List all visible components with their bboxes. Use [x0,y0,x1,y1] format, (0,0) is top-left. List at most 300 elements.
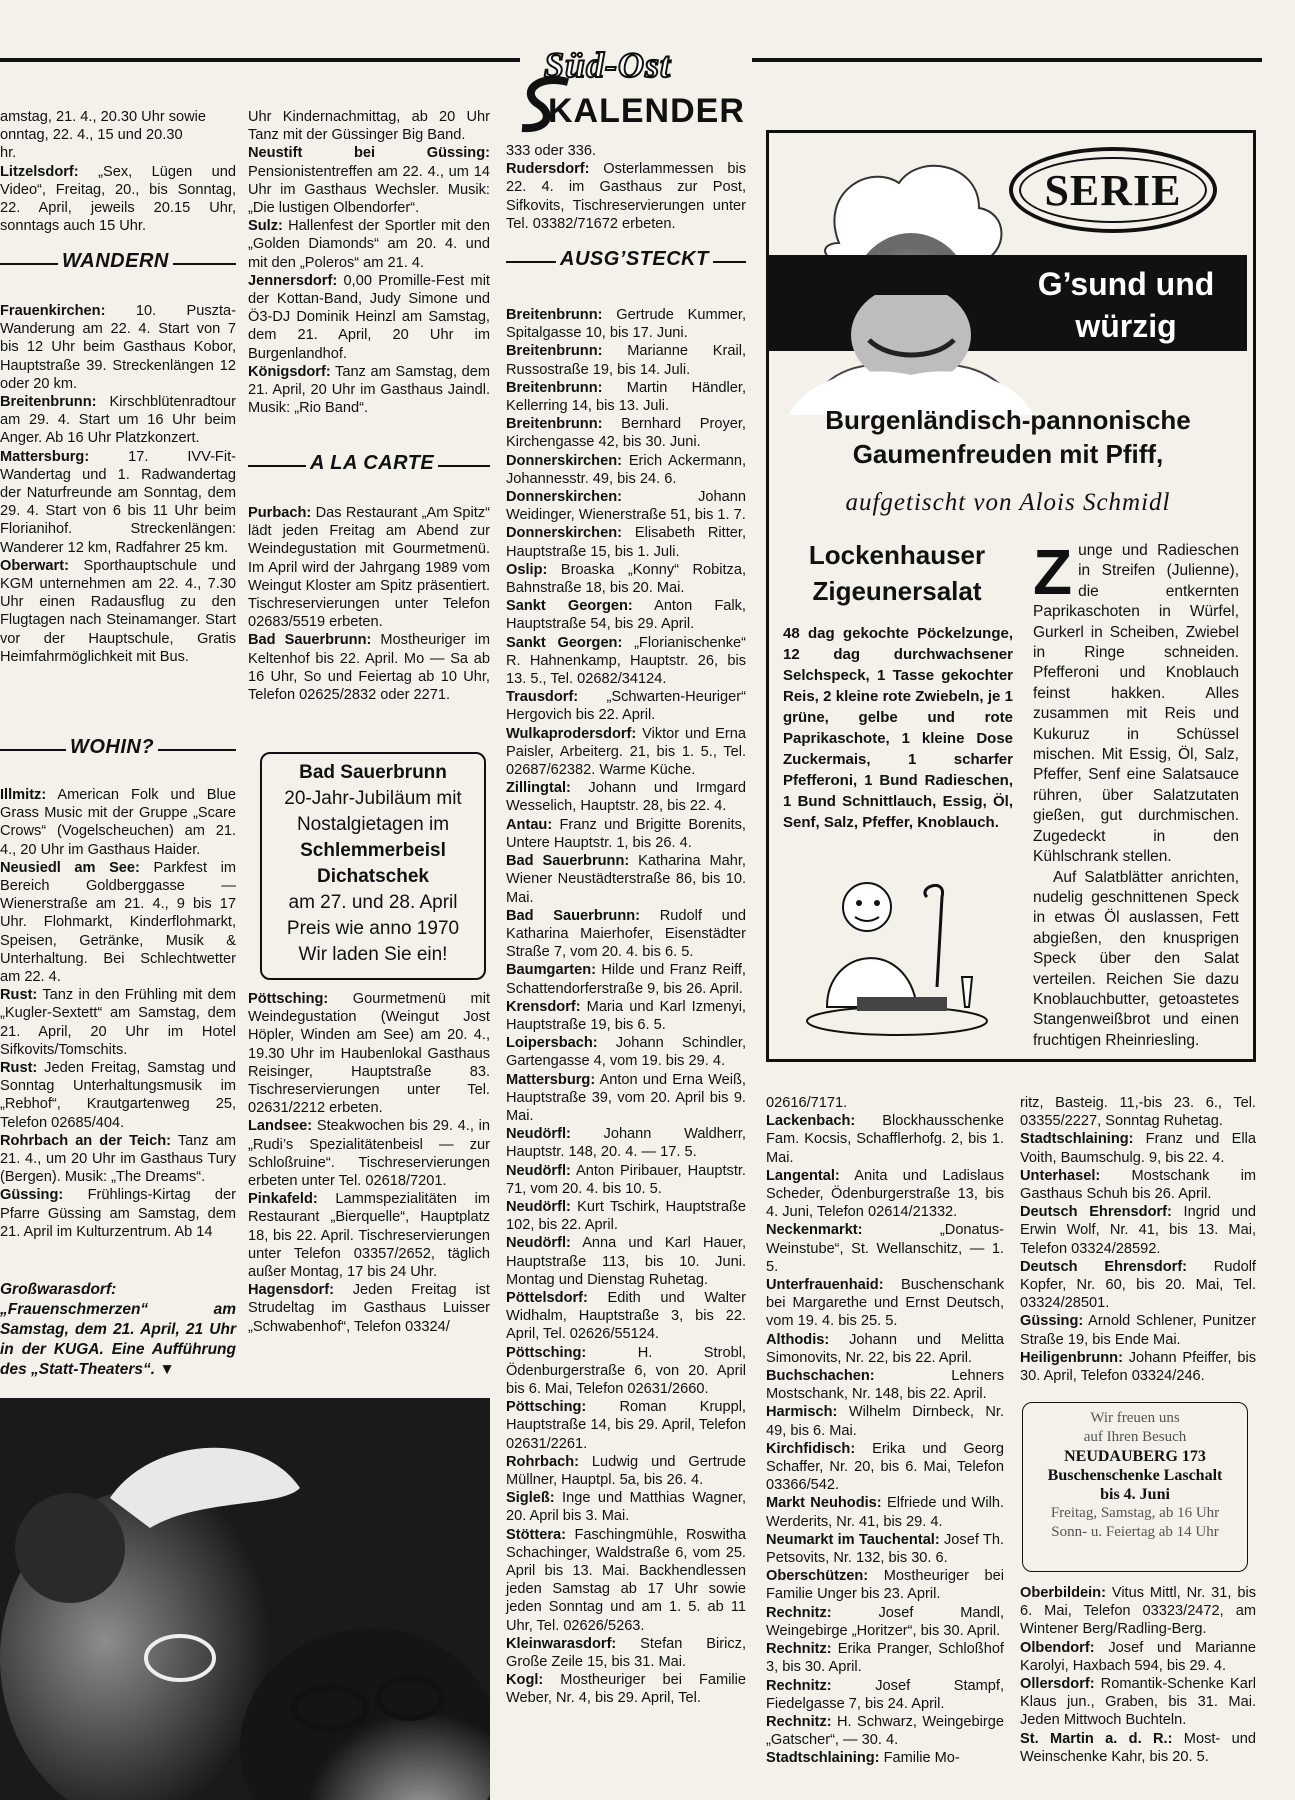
entry-text: Ingrid und Erwin Wolf, Nr. 41, bis 13. Mai, Telefon 03324/28592. [1020,1204,1256,1257]
entry-place: Purbach: [248,505,312,521]
entry-place: Deutsch Ehrensdorf: [1020,1258,1188,1275]
list-item [1020,1349,1256,1385]
entry-text: Lehners Mostschank, Nr. 148, bis 22. April. [766,1368,1004,1403]
column-5 [1020,1094,1256,1385]
list-item [1020,1730,1256,1766]
entry-text: Freitag, Samstag, ab 16 Uhr [1050,1505,1220,1521]
section-header-wandern [0,250,236,276]
event-photo [0,1398,490,1800]
entry-text: American Folk und Blue Grass Music mit der Gruppe „Scare Crows“ (Vogelscheuchen) am 21. 4., 20 Uhr im Gasthaus Haider. [0,787,236,858]
list-item [506,725,746,780]
section-title: WANDERN [58,250,173,273]
list-item [766,1494,1004,1530]
entry-place: Neudörfl: [506,1126,571,1143]
entry-text: Sporthauptschule und KGM unternehmen am 22. 4., 7.30 Uhr einen Radausflug zu den Flugtagen nach Steinamanger. Start vor der Hauptschule, Gratis Heimfahrmöglichkeit mit Bus. [0,557,236,665]
entry-text: Parkfest im Bereich Goldberggasse — Wienerstraße am 21. 4., 9 bis 17 Uhr. Flohmarkt, Kinderflohmarkt, Speisen, Getränke, Musik & Unterhaltung. Bei Schlechtwetter am 22. 4. [0,859,236,986]
entry-place: Harmisch: [766,1404,838,1421]
entry-place: Neudörfl: [506,1235,571,1252]
list-item [506,852,746,907]
entry-text: H. Strobl, Ödenburgerstraße 6, von 20. April bis 6. Mai, Telefon 02631/2660. [506,1344,746,1397]
entry-place: Pöttsching: [506,1344,587,1361]
list-item [0,859,236,986]
entry-text: Martin Händler, Kellerring 14, bis 13. Juli. [506,379,746,415]
entry-text: Viktor und Erna Paisler, Arbeiterg. 21, bis 1. 5., Tel. 02687/62382. Warme Küche. [506,725,746,779]
calendar-logo [518,44,754,136]
list-item [506,1071,746,1126]
entry-text: Bernhard Proyer, Kirchengasse 42, bis 30. Juni. [506,416,746,451]
entry-place: Breitenbrunn: [506,416,603,433]
list-item [506,1289,746,1344]
list-item [248,504,490,631]
entry-place: Neckenmarkt: [766,1222,863,1239]
entry-text: Vitus Mittl, Nr. 31, bis 6. Mai, Telefon 03323/2472, am Wintener Berg/Radling-Berg. [1020,1585,1256,1638]
entry-text: 0,00 Promille-Fest mit der Kottan-Band, Judy Simone und Ö3-DJ Dominik Heinzl am Samstag, dem 21. April, 20 Uhr im Burgenlandhof. [248,272,490,362]
entry-place: Wulkaprodersdorf: [506,725,637,742]
entry-place: Langental: [766,1167,840,1184]
entry-text: „Sex, Lügen und Video“, Freitag, 20., bis Sonntag, 22. April, jeweils 20.15 Uhr, sonntags auch 15 Uhr. [0,163,236,235]
entry-place: Hagensdorf: [248,1282,334,1299]
top-rule-left [0,58,520,62]
column-1-wohin [0,786,236,1241]
entry-text: Dichatschek [317,866,429,887]
list-item [0,302,236,393]
entry-text: Zigeunersalat [812,576,982,606]
column-4 [766,1094,1004,1768]
entry-text: Burgenländisch-pannonische [825,405,1191,435]
list-item [506,1671,746,1707]
column-5-bottom [1020,1584,1256,1766]
entry-place: Bad Sauerbrunn: [248,632,372,649]
highlight-teaser [0,1280,236,1380]
list-item [506,688,746,724]
entry-place: Althodis: [766,1331,830,1348]
list-item [1020,1584,1256,1639]
list-item [766,1403,1004,1439]
chef-cartoon-illustration [797,867,997,1043]
ad-bad-sauerbrunn [260,752,486,980]
entry-text: Anita und Ladislaus Scheder, Ödenburgerstraße 13, bis 4. Juni, Telefon 02614/21332. [766,1167,1004,1221]
section-title: A LA CARTE [306,452,438,475]
entry-place: Rechnitz: [766,1641,832,1658]
entry-place: Rohrbach: [506,1453,579,1470]
entry-place: Rudersdorf: [506,161,590,178]
entry-text: Anna und Karl Hauer, Hauptstraße 113, bis 10. Juni. Montag und Dienstag Ruhetag. [506,1235,746,1288]
list-item [1020,1312,1256,1348]
entry-place: Baumgarten: [506,962,597,979]
entry-place: Königsdorf: [248,363,331,380]
section-title: AUSG’STECKT [556,248,713,271]
section-header-a-la-carte [248,452,490,478]
col2-intro: Uhr Kindernachmittag, ab 20 Uhr Tanz mit der Güssinger Big Band. [248,109,490,144]
entry-text: Rudolf Kopfer, Nr. 60, bis 20. Mai, Tel. 03324/28501. [1020,1258,1256,1312]
list-item [248,1117,490,1190]
entry-place: Sigleß: [506,1490,555,1507]
entry-text: Schlemmerbeisl [300,840,446,861]
list-item [1020,1639,1256,1675]
entry-place: Mattersburg: [506,1071,596,1088]
list-item [0,1132,236,1187]
entry-place: Oberbildein: [1020,1585,1106,1601]
entry-place: Rust: [0,1060,38,1077]
list-item [1020,1675,1256,1730]
entry-text: Kurt Tschirk, Hauptstraße 102, bis 22. April. [506,1198,746,1234]
entry-place: Kogl: [506,1672,544,1689]
col5-intro: ritz, Basteig. 11,-bis 23. 6., Tel. 03355/2227, Sonntag Ruhetag. [1020,1095,1256,1130]
list-item [1020,1258,1256,1313]
entry-text: Roman Kruppl, Hauptstraße 14, bis 29. April, Telefon 02631/2261. [506,1399,746,1452]
entry-text: Gourmetmenü mit Weindegustation (Weingut Jost Höpler, Winden am See) am 20. 4., 19.30 Uhr im Haubenlokal Gasthaus Reisinger, Hauptstraße 83. Tischreservierungen unter Tel. 02631/2212 erbeten. [248,991,490,1117]
entry-place: Rust: [0,987,38,1004]
entry-text: Most- und Weinschenke Kahr, bis 20. 5. [1020,1730,1256,1765]
entry-text: Preis wie anno 1970 [286,918,460,939]
entry-text: am 27. und 28. April [288,892,458,913]
entry-text: Broaska „Konny“ Robitza, Bahnstraße 18, bis 20. Mai. [506,561,746,597]
list-item [766,1567,1004,1603]
entry-text: Franz und Ella Voith, Baumschulg. 9, bis 22. 4. [1020,1131,1256,1166]
list-item [506,379,746,415]
list-item [766,1367,1004,1403]
entry-text: bis 4. Juni [1100,1486,1170,1503]
entry-place: Lackenbach: [766,1113,856,1130]
entry-text: Kirschblütenradtour am 29. 4. Start um 16 Uhr beim Anger. Ab 16 Uhr Platzkonzert. [0,394,236,447]
entry-place: Kleinwarasdorf: [506,1635,617,1652]
entry-text: Erich Ackermann, Johannesstr. 49, bis 24. 6. [506,452,746,487]
entry-place: Rohrbach an der Teich: [0,1132,171,1149]
entry-text: Mostheuriger im Keltenhof bis 22. April. Mo — Sa ab 16 Uhr, So und Feiertag ab 10 Uhr, Telefon 02625/2832 oder 2271. [248,632,490,704]
entry-place: Oslip: [506,561,548,578]
entry-text: Johann Waldherr, Hauptstr. 148, 20. 4. — 17. 5. [506,1126,746,1161]
entry-text: Johann Schindler, Gartengasse 4, vom 19. bis 29. 4. [506,1035,746,1070]
list-item [506,634,746,689]
column-3-ausgsteckt [506,306,746,1708]
entry-text: Elfriede und Wilh. Werderits, Nr. 41, bis 29. 4. [766,1495,1004,1530]
recipe-ingredients: 48 dag gekochte Pöckelzunge, 12 dag durchwachsener Selchspeck, 1 Tasse gekochter Reis, 2 kleine rote Zwiebeln, je 1 grüne, gelbe und rote Paprikaschote, 1 kleine Dose Zuckermais, 1 scharfer Pfefferoni, 1 Bund Radieschen, 1 Bund Schnittlauch, Essig, Öl, Senf, Salz, Pfeffer, Knoblauch. [783,625,1013,831]
entry-place: Ollersdorf: [1020,1676,1095,1693]
list-item [506,488,746,524]
entry-place: Rechnitz: [766,1713,832,1730]
entry-place: Stadtschlaining: [766,1750,880,1767]
column-2-bottom [248,990,490,1336]
entry-place: Donnerskirchen: [506,452,622,469]
list-item [506,907,746,962]
entry-text: Johann Weidinger, Wienerstraße 51, bis 1. 7. [506,489,746,524]
entry-text: Steakwochen bis 29. 4., in „Rudi’s Spezialitätenbeisl — zur Schloßruine“. Tischreservierungen erbeten unter Tel. 02618/7201. [248,1118,490,1190]
entry-place: Litzelsdorf: [0,163,79,180]
entry-text: Faschingmühle, Roswitha Schachinger, Waldstraße 6, vom 25. April bis 13. Mai. Backhendlessen jeden Samstag ab 17 Uhr sowie jeden Sonntag und am 1. 5. ab 11 Uhr, Tel. 02626/5263. [506,1526,746,1634]
entry-place: St. Martin a. d. R.: [1020,1730,1173,1747]
logo-swoosh-icon [518,74,578,134]
entry-place: Bad Sauerbrunn: [506,853,630,870]
serie-headline [769,403,1247,471]
list-item [248,217,490,272]
entry-place: Sankt Georgen: [506,598,633,615]
entry-text: Josef Mandl, Weingebirge „Horitzer“, bis 30. April. [766,1604,1004,1639]
entry-text: Lammspezialitäten im Restaurant „Bierquelle“, Hauptplatz 18, bis 22. April. Tischreservierungen unter Telefon 03357/2652, täglich außer Montag, 17 bis 24 Uhr. [248,1191,490,1281]
entry-place: Pöttsching: [248,991,329,1007]
entry-place: Güssing: [1020,1313,1084,1330]
list-item [0,1186,236,1241]
entry-text: Frühlings-Kirtag der Pfarre Güssing am Samstag, dem 21. April im Kulturzentrum. Ab 14 [0,1187,236,1240]
entry-place: Pöttelsdorf: [506,1289,588,1306]
list-item [506,1635,746,1671]
entry-text: Gaumenfreuden mit Pfiff, [852,439,1164,469]
entry-place: Markt Neuhodis: [766,1495,882,1512]
entry-text: Tanz am 21. 4., um 20 Uhr im Gasthaus Tury (Bergen). Musik: „The Dreams“. [0,1132,237,1186]
entry-text: Lockenhauser [808,540,986,570]
entry-place: Breitenbrunn: [506,307,603,323]
list-item [506,415,746,451]
list-item [506,1453,746,1489]
entry-text: Pensionistentreffen am 22. 4., um 14 Uhr im Gasthaus Wechsler. Musik: „Die lustigen Olbendorfer“. [248,163,490,217]
section-header-wohin [0,736,236,762]
serie-feature-box [766,130,1256,1062]
entry-text: Hallenfest der Sportler mit den „Golden Diamonds“ am 20. 4. und mit den „Poleros“ am 21. 4. [248,218,490,271]
entry-text: Osterlammessen bis 22. 4. im Gasthaus zur Post, Sifkovits, Tischreservierungen unter Tel. 03382/71672 erbeten. [506,161,746,232]
list-item [766,1713,1004,1749]
entry-place: Olbendorf: [1020,1639,1095,1656]
entry-text: Buschenschenke Laschalt [1047,1467,1223,1484]
list-item [506,779,746,815]
list-item [0,1059,236,1132]
entry-text: Erika Pranger, Schloßhof 3, bis 30. April. [766,1641,1004,1676]
arrow-down-icon: ▼ [159,1361,175,1378]
entry-place: Unterhasel: [1020,1167,1101,1184]
serie-badge [1009,147,1217,233]
entry-text: Mostheuriger bei Familie Unger bis 23. April. [766,1568,1004,1603]
column-1-wandern [0,302,236,666]
entry-text: Romantik-Schenke Karl Klaus jun., Graben, bis 31. Mai. Jeden Mittwoch Buchteln. [1020,1676,1256,1729]
entry-text: würzig [1075,308,1177,344]
list-item [766,1167,1004,1222]
col4-intro: 02616/7171. [766,1095,848,1111]
entry-place: Zillingtal: [506,780,571,797]
entry-text: G’sund und [1037,266,1215,302]
list-item [0,393,236,448]
entry-text: Sonn- u. Feiertag ab 14 Uhr [1051,1524,1219,1540]
dropcap: Z [1033,536,1073,608]
list-item [766,1440,1004,1495]
entry-text: Stefan Biricz, Große Zeile 15, bis 31. Mai. [506,1635,746,1671]
entry-place: Stöttera: [506,1526,566,1543]
logo-top-text: Süd-Ost [544,45,672,85]
list-item [506,816,746,852]
col1-intro-line: hr. [0,145,17,162]
photo-graphic [0,1398,490,1800]
entry-place: Rechnitz: [766,1677,832,1694]
entry-place: Deutsch Ehrensdorf: [1020,1204,1172,1221]
entry-place: Neustift bei Güssing: [248,145,490,162]
entry-place: Neumarkt im Tauchental: [766,1531,940,1548]
serie-banner-text [1031,263,1221,347]
entry-text: Anton Falk, Hauptstraße 54, bis 29. April. [506,598,746,633]
list-item [0,557,236,666]
list-item [506,1526,746,1635]
list-item [506,1344,746,1399]
entry-text: Inge und Matthias Wagner, 20. April bis 3. Mai. [506,1490,746,1525]
entry-text: 17. IVV-Fit-Wandertag und 1. Radwandertag der Naturfreunde am Sonntag, dem 29. 4. Start von 6 bis 11 Uhr beim Florianihof. Streckenlängen: Wanderer 12 km, Radfahrer 25 km. [0,448,236,556]
entry-text: Anton und Erna Weiß, Hauptstraße 39, vom 20. April bis 9. Mai. [506,1071,746,1124]
entry-text: Mostheuriger bei Familie Weber, Nr. 4, bis 29. April, Tel. [506,1672,746,1707]
entry-place: Breitenbrunn: [506,343,603,360]
entry-text: H. Schwarz, Weingebirge „Gatscher“, — 30. 4. [766,1713,1004,1749]
list-item [506,1198,746,1234]
entry-text: Wilhelm Dirnbeck, Nr. 49, bis 6. Mai. [766,1404,1004,1439]
entry-text: Erika und Georg Schaffer, Nr. 20, bis 6. Mai, Telefon 03366/542. [766,1440,1004,1494]
entry-place: Oberwart: [0,557,69,574]
entry-text: Hilde und Franz Reiff, Schattendorferstraße 9, bis 26. April. [506,962,746,997]
list-item [506,1162,746,1198]
list-item [766,1604,1004,1640]
list-item [506,342,746,378]
entry-place: Illmitz: [0,787,47,803]
entry-text: Blockhausschenke Fam. Kocsis, Schafflerhofg. 2, bis 1. Mai. [766,1113,1004,1166]
list-item [766,1677,1004,1713]
list-item [766,1531,1004,1567]
entry-text: 20-Jahr-Jubiläum mit [284,788,462,809]
entry-text: NEUDAUBERG 173 [1064,1448,1206,1465]
entry-text: Tanz am Samstag, dem 21. April, 20 Uhr im Gasthaus Jaindl. Musik: „Rio Band“. [248,363,490,417]
list-item [506,961,746,997]
entry-place: Neudörfl: [506,1162,571,1179]
entry-place: Bad Sauerbrunn: [506,907,641,924]
entry-place: Donnerskirchen: [506,489,622,506]
entry-text: Johann Pfeiffer, bis 30. April, Telefon 03324/246. [1020,1349,1256,1385]
entry-text: Familie Mo- [879,1750,960,1767]
entry-text: 10. Puszta-Wanderung am 22. 4. Start von 7 bis 12 Uhr beim Gasthaus Kobor, Hauptstraße 39. Streckenlängen 12 oder 20 km. [0,303,236,392]
list-item [248,272,490,363]
entry-place: Trausdorf: [506,689,579,706]
entry-text: Josef Th. Petsovits, Nr. 132, bis 30. 6. [766,1531,1004,1567]
entry-text: Wir laden Sie ein! [298,944,448,965]
list-item [506,597,746,633]
entry-text: Anton Piribauer, Hauptstr. 71, vom 20. 4. bis 10. 5. [506,1162,746,1197]
entry-place: Antau: [506,816,553,833]
list-item [766,1331,1004,1367]
entry-place: Landsee: [248,1118,313,1135]
list-item [506,561,746,597]
list-item [248,144,490,217]
column-2 [248,108,490,417]
logo-bottom-text: KALENDER [548,92,745,130]
entry-place: Unterfrauenhaid: [766,1277,884,1294]
entry-place: Pinkafeld: [248,1191,318,1208]
list-item [1020,1130,1256,1166]
entry-text: Bad Sauerbrunn [299,762,447,783]
entry-text: Elisabeth Ritter, Hauptstraße 15, bis 1. Juli. [506,525,746,560]
entry-place: Sankt Georgen: [506,634,623,651]
entry-text: Rudolf und Katharina Maierhofer, Eisenstädter Straße 7, vom 20. 4. bis 6. 5. [506,907,746,961]
entry-place: Loipersbach: [506,1035,598,1052]
entry-place: Breitenbrunn: [506,379,603,396]
list-item [506,1234,746,1289]
column-2-carte [248,504,490,704]
list-item [766,1276,1004,1331]
entry-text: Josef Stampf, Fiedelgasse 7, bis 24. April. [766,1677,1004,1712]
list-item [248,990,490,1117]
entry-text: Gertrude Kummer, Spitalgasse 10, bis 17. Juni. [506,307,746,342]
col1-intro-line: amstag, 21. 4., 20.30 Uhr sowie [0,109,207,125]
entry-text: „Donatus-Weinstube“, St. Wellanschitz, — 1. 5. [766,1222,1004,1275]
entry-text: Mostschank im Gasthaus Schuh bis 26. April. [1020,1167,1256,1203]
chef-photo-overlap [789,295,1033,415]
list-item [506,524,746,560]
entry-place: Stadtschlaining: [1020,1131,1134,1148]
recipe-body [1033,536,1239,1051]
list-item [248,631,490,704]
entry-text: Jeden Freitag ist Strudeltag im Gasthaus Luisser „Schwabenhof“, Telefon 03324/ [248,1282,490,1335]
list-item [506,1398,746,1453]
entry-place: Neusiedl am See: [0,859,140,876]
list-item [506,160,746,233]
list-item [506,998,746,1034]
entry-place: Mattersburg: [0,448,90,465]
col3-intro: 333 oder 336. [506,143,597,159]
col1-intro-line: onntag, 22. 4., 15 und 20.30 [0,127,183,144]
entry-text: Franz und Brigitte Borenits, Untere Hauptstr. 1, bis 26. 4. [506,816,746,851]
entry-text: Wir freuen uns [1090,1410,1180,1426]
entry-text: Tanz in den Frühling mit dem „Kugler-Sextett“ am Samstag, dem 21. April, 20 Uhr im Hotel Sifkovits/Tomschits. [0,987,236,1058]
entry-text: Jeden Freitag, Samstag und Sonntag Unterhaltungsmusik im „Rebhof“, Krautgartenweg 25, Telefon 02685/404. [0,1060,236,1131]
entry-text: Das Restaurant „Am Spitz“ lädt jeden Freitag am Abend zur Weindegustation mit Gourmetmenü. Im April wird der Jahrgang 1989 vom Weingut Kloster am Spitz präsentiert. Tischreservierungen unter Telefon 02683/5519 erbeten. [248,505,490,631]
column-3 [506,142,746,233]
entry-text: Buschenschank bei Margarethe und Ernst Deutsch, vom 19. 4. bis 25. 5. [766,1277,1004,1330]
entry-place: Pöttsching: [506,1399,587,1416]
column-1 [0,108,236,235]
list-item [0,163,236,236]
entry-text: Johann und Melitta Simonovits, Nr. 22, bis 22. April. [766,1331,1004,1366]
entry-text: unge und Radieschen in Streifen (Julienne), die entkernten Paprikaschoten in Würfel, Gurkerl in Scheiben, Zwiebel in Ringe schneiden. Pfefferoni und Knoblauch feinst hakken. Alles zusammen mit Reis und Kukuruz in Schüssel mischen. Mit Essig, Öl, Salz, Pfeffer, Senf eine Salatsauce rühren, über Salatzutaten gießen, gut durchmischen. Zugedeckt in den Kühlschrank stellen. [1033,542,1239,866]
entry-text: „Schwarten-Heuriger“ Hergovich bis 22. April. [506,689,746,724]
entry-place: Güssing: [0,1187,64,1204]
list-item [766,1640,1004,1676]
recipe-title [779,537,1015,609]
entry-place: Heiligenbrunn: [1020,1349,1123,1366]
list-item [248,1190,490,1281]
entry-text: Marianne Krail, Russostraße 19, bis 14. Juli. [506,343,746,378]
entry-text: Josef und Marianne Karolyi, Haxbach 594, bis 29. 4. [1020,1639,1256,1674]
entry-text: Ludwig und Gertrude Müllner, Hauptpl. 5a, bis 26. 4. [506,1453,746,1488]
entry-text: Auf Salatblätter anrichten, nudelig geschnittenen Speck in etwas Öl auslassen, Fett abgießen, den knusprigen Speck über den Salat verteilen. Reichen Sie dazu Knoblauchbutter, getoastetes Stangenweißbrot und einen fruchtigen Rheinriesling. [1033,868,1239,1049]
entry-text: SERIE [1044,165,1182,215]
entry-place: Jennersdorf: [248,272,338,289]
list-item [766,1749,1004,1767]
entry-text: Nostalgietagen im [296,814,450,835]
entry-place: Oberschützen: [766,1568,869,1585]
entry-text: Johann und Irmgard Wesselich, Hauptstr. 28, bis 22. 4. [506,780,746,815]
entry-text: Großwarasdorf: „Frauenschmerzen“ am Samstag, dem 21. April, 21 Uhr in der KUGA. Eine Aufführung des „Statt-Theaters“. [0,1281,236,1378]
serie-byline: aufgetischt von Alois Schmidl [845,489,1171,516]
list-item [248,363,490,418]
list-item [766,1221,1004,1276]
list-item [0,448,236,557]
entry-place: Neudörfl: [506,1198,571,1215]
entry-text: Maria und Karl Izmenyi, Hauptstraße 19, bis 6. 5. [506,998,746,1033]
list-item [766,1112,1004,1167]
section-header-ausgsteckt [506,248,746,274]
entry-text: auf Ihren Besuch [1083,1429,1187,1445]
entry-place: Breitenbrunn: [0,394,97,411]
entry-text: Arnold Schlener, Punitzer Straße 19, bis Ende Mai. [1020,1313,1256,1348]
list-item [506,452,746,488]
list-item [506,1125,746,1161]
entry-text: Edith und Walter Widhalm, Hauptstraße 3, bis 22. April, Tel. 02626/55124. [506,1289,746,1343]
ad-buschenschenke-laschalt [1022,1402,1248,1572]
entry-place: Kirchfidisch: [766,1440,856,1457]
entry-place: Sulz: [248,218,283,235]
entry-text: Katharina Mahr, Wiener Neustädterstraße 86, bis 10. Mai. [506,853,746,906]
list-item [248,1281,490,1336]
list-item [506,306,746,342]
